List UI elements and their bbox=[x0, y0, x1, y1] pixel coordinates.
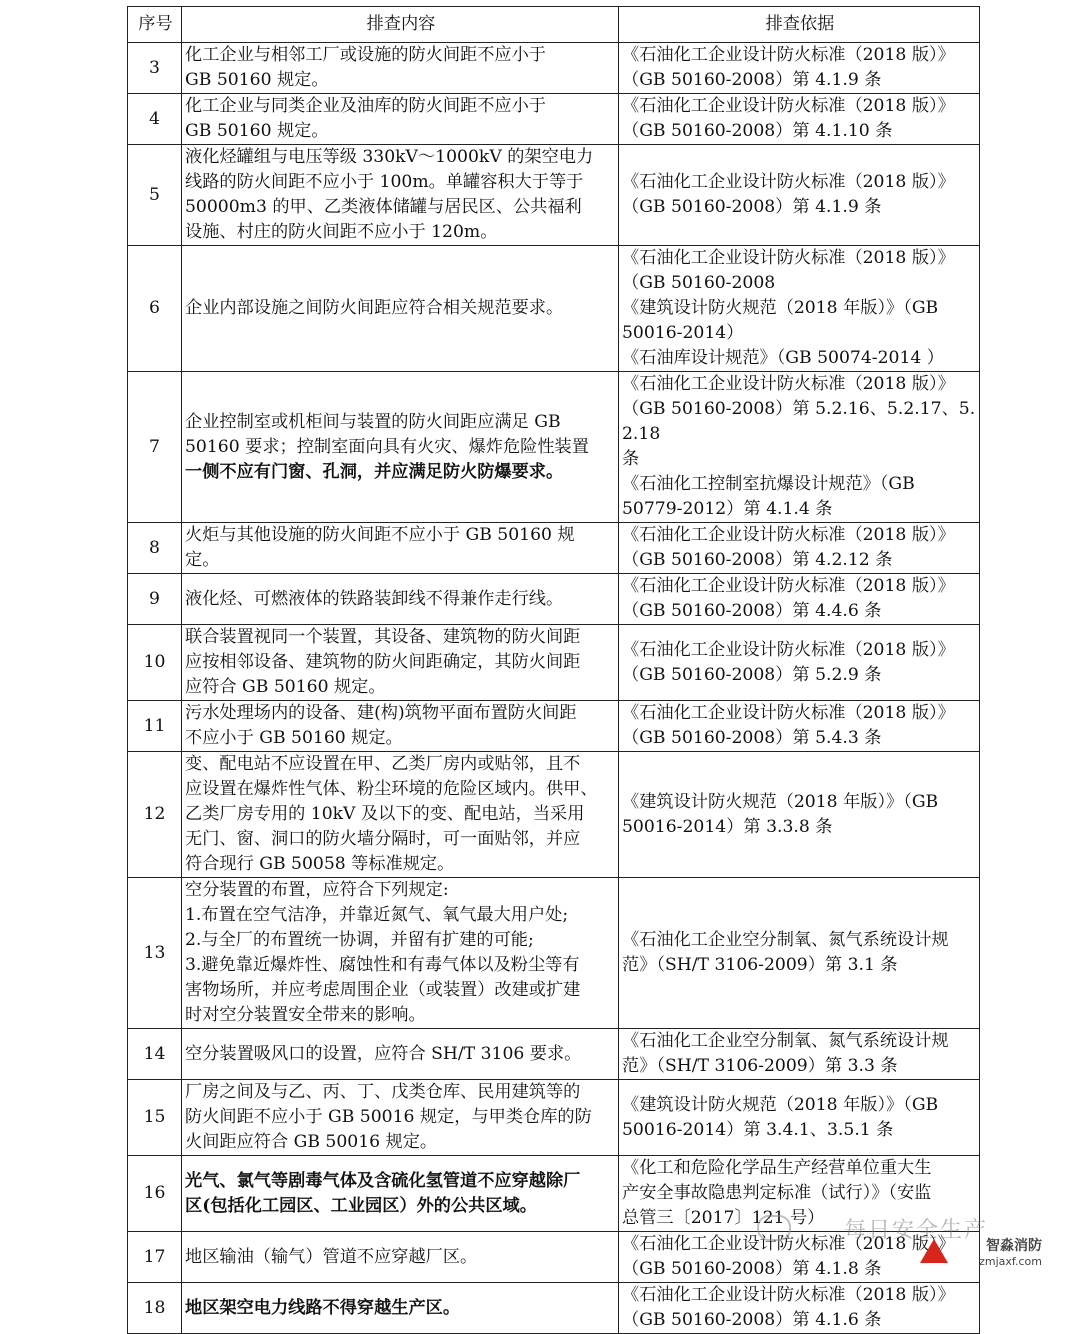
row-number: 8 bbox=[128, 523, 182, 574]
inspection-content bbox=[182, 878, 619, 1029]
basis-line: （GB 50160-2008）第 4.1.10 条 bbox=[622, 121, 893, 141]
content-line: 应按相邻设备、建筑物的防火间距确定，其防火间距 bbox=[185, 652, 581, 672]
content-line: 联合装置视同一个装置，其设备、建筑物的防火间距 bbox=[185, 627, 581, 647]
row-number: 4 bbox=[128, 94, 182, 145]
content-line: 线路的防火间距不应小于 100m。单罐容积大于等于 bbox=[185, 172, 584, 192]
content-line: 变、配电站不应设置在甲、乙类厂房内或贴邻，且不 bbox=[185, 754, 581, 774]
content-line: 空分装置吸风口的设置，应符合 SH/T 3106 要求。 bbox=[185, 1043, 582, 1064]
basis-line: 《石油库设计规范》（GB 50074-2014 ） bbox=[622, 348, 944, 368]
basis-line: 《建筑设计防火规范（2018 年版）》（GB bbox=[622, 791, 939, 812]
basis-line: 《建筑设计防火规范（2018 年版）》（GB bbox=[622, 1094, 939, 1115]
watermark bbox=[746, 1213, 1046, 1273]
content-line: 设施、村庄的防火间距不应小于 120m。 bbox=[185, 222, 498, 242]
content-line: 符合现行 GB 50058 等标准规定。 bbox=[185, 854, 455, 874]
content-line: 地区输油（输气）管道不应穿越厂区。 bbox=[185, 1246, 478, 1267]
basis-line: 《石油化工企业设计防火标准（2018 版）》 bbox=[622, 172, 955, 192]
content-line: 不应小于 GB 50160 规定。 bbox=[185, 728, 403, 748]
basis-line: （GB 50160-2008）第 4.1.8 条 bbox=[622, 1259, 882, 1279]
basis-line: 《石油化工企业设计防火标准（2018 版）》 bbox=[622, 1285, 955, 1305]
basis-line: 50779-2012）第 4.1.4 条 bbox=[622, 499, 833, 519]
basis-line: （GB 50160-2008）第 4.1.6 条 bbox=[622, 1310, 882, 1330]
brand-logo bbox=[916, 1235, 1046, 1273]
basis-line: 《石油化工企业设计防火标准（2018 版）》 bbox=[622, 374, 955, 394]
table-row bbox=[128, 1080, 980, 1156]
basis-line: 《石油化工企业空分制氧、氮气系统设计规 bbox=[622, 930, 949, 950]
basis-line: （GB 50160-2008）第 4.1.9 条 bbox=[622, 70, 882, 90]
content-line: 火间距应符合 GB 50016 规定。 bbox=[185, 1132, 438, 1152]
content-line: 定。 bbox=[185, 550, 220, 570]
content-line: 区(包括化工园区、工业园区）外的公共区域。 bbox=[185, 1195, 537, 1216]
basis-line: 产安全事故隐患判定标准（试行）》（安监 bbox=[622, 1183, 932, 1203]
content-line: 应设置在爆炸性气体、粉尘环境的危险区域内。供甲、 bbox=[185, 779, 598, 799]
content-line: 地区架空电力线路不得穿越生产区。 bbox=[185, 1297, 461, 1318]
inspection-basis bbox=[619, 145, 980, 246]
table-row bbox=[128, 43, 980, 94]
watermark-text: 每日安全生产 bbox=[843, 1218, 988, 1243]
basis-line: 总管三〔2017〕121 号） bbox=[622, 1208, 825, 1228]
basis-line: （GB 50160-2008）第 5.2.9 条 bbox=[622, 664, 882, 685]
inspection-content bbox=[182, 145, 619, 246]
basis-line: 《石油化工企业设计防火标准（2018 版）》 bbox=[622, 703, 955, 723]
content-line: 50160 要求；控制室面向具有火灾、爆炸危险性装置 bbox=[185, 436, 589, 457]
table-header-row bbox=[128, 7, 980, 43]
basis-line: 《石油化工企业设计防火标准（2018 版）》 bbox=[622, 45, 955, 65]
header-basis: 排查依据 bbox=[619, 7, 980, 43]
header-number: 序号 bbox=[128, 7, 182, 43]
basis-line: 《石油化工企业设计防火标准（2018 版）》 bbox=[622, 525, 955, 545]
row-number: 12 bbox=[128, 752, 182, 878]
basis-line: （GB 50160-2008）第 4.2.12 条 bbox=[622, 550, 893, 570]
inspection-basis bbox=[619, 574, 980, 625]
content-line: 50000m3 的甲、乙类液体储罐与居民区、公共福利 bbox=[185, 197, 582, 217]
row-number: 18 bbox=[128, 1283, 182, 1334]
table-row bbox=[128, 94, 980, 145]
inspection-content bbox=[182, 523, 619, 574]
content-line: 污水处理场内的设备、建(构)筑物平面布置防火间距 bbox=[185, 703, 577, 723]
inspection-basis bbox=[619, 43, 980, 94]
row-number: 15 bbox=[128, 1080, 182, 1156]
content-line: 厂房之间及与乙、丙、丁、戊类仓库、民用建筑等的 bbox=[185, 1082, 581, 1102]
content-line: 火炬与其他设施的防火间距不应小于 GB 50160 规 bbox=[185, 525, 575, 545]
basis-line: 范》（SH/T 3106-2009）第 3.3 条 bbox=[622, 1056, 898, 1076]
basis-line: 《石油化工企业设计防火标准（2018 版）》 bbox=[622, 639, 955, 660]
table-row bbox=[128, 625, 980, 701]
table-row bbox=[128, 752, 980, 878]
table-row bbox=[128, 246, 980, 372]
basis-line: 50016-2014） bbox=[622, 323, 744, 343]
row-number: 9 bbox=[128, 574, 182, 625]
inspection-basis bbox=[619, 246, 980, 372]
table-row bbox=[128, 145, 980, 246]
content-line: 防火间距不应小于 GB 50016 规定，与甲类仓库的防 bbox=[185, 1107, 592, 1127]
basis-line: 50016-2014）第 3.4.1、3.5.1 条 bbox=[622, 1119, 894, 1140]
row-number: 11 bbox=[128, 701, 182, 752]
table-row bbox=[128, 1029, 980, 1080]
content-line: GB 50160 规定。 bbox=[185, 70, 329, 90]
basis-line: 范》（SH/T 3106-2009）第 3.1 条 bbox=[622, 955, 898, 975]
content-line: 企业控制室或机柜间与装置的防火间距应满足 GB bbox=[185, 411, 561, 432]
basis-line: 《建筑设计防火规范（2018 年版）》（GB bbox=[622, 298, 939, 318]
row-number: 13 bbox=[128, 878, 182, 1029]
row-number: 16 bbox=[128, 1156, 182, 1232]
table-row bbox=[128, 701, 980, 752]
inspection-content bbox=[182, 701, 619, 752]
table-row bbox=[128, 372, 980, 523]
content-line: 无门、窗、洞口的防火墙分隔时，可一面贴邻，并应 bbox=[185, 829, 581, 849]
basis-line: 《石油化工企业设计防火标准（2018 版）》 bbox=[622, 248, 955, 268]
table-row bbox=[128, 523, 980, 574]
logo-name: 智淼消防 bbox=[986, 1238, 1042, 1254]
basis-line: 《石油化工控制室抗爆设计规范》（GB bbox=[622, 474, 915, 494]
basis-line: （GB 50160-2008）第 4.4.6 条 bbox=[622, 601, 882, 621]
row-number: 6 bbox=[128, 246, 182, 372]
content-line: 液化烃罐组与电压等级 330kV～1000kV 的架空电力 bbox=[185, 147, 594, 167]
inspection-basis bbox=[619, 752, 980, 878]
flame-logo-icon bbox=[920, 1239, 948, 1263]
inspection-content bbox=[182, 625, 619, 701]
inspection-basis bbox=[619, 1029, 980, 1080]
content-line: 应符合 GB 50160 规定。 bbox=[185, 677, 386, 697]
content-line: 企业内部设施之间防火间距应符合相关规范要求。 bbox=[185, 298, 564, 318]
row-number: 17 bbox=[128, 1232, 182, 1283]
inspection-basis bbox=[619, 625, 980, 701]
inspection-content bbox=[182, 94, 619, 145]
inspection-table bbox=[127, 6, 980, 1334]
inspection-basis bbox=[619, 878, 980, 1029]
basis-line: 条 bbox=[622, 449, 640, 469]
inspection-basis bbox=[619, 1080, 980, 1156]
inspection-basis bbox=[619, 1283, 980, 1334]
content-line: 时对空分装置安全带来的影响。 bbox=[185, 1005, 426, 1025]
header-content: 排查内容 bbox=[182, 7, 619, 43]
row-number: 3 bbox=[128, 43, 182, 94]
row-number: 7 bbox=[128, 372, 182, 523]
content-line: 空分装置的布置，应符合下列规定: bbox=[185, 880, 449, 900]
content-line: 化工企业与相邻工厂或设施的防火间距不应小于 bbox=[185, 45, 546, 65]
basis-line: 《石油化工企业设计防火标准（2018 版）》 bbox=[622, 96, 955, 116]
row-number: 10 bbox=[128, 625, 182, 701]
row-number: 5 bbox=[128, 145, 182, 246]
content-line: 液化烃、可燃液体的铁路装卸线不得兼作走行线。 bbox=[185, 588, 564, 609]
row-number: 14 bbox=[128, 1029, 182, 1080]
basis-line: （GB 50160-2008 bbox=[622, 273, 776, 293]
table-row bbox=[128, 574, 980, 625]
inspection-basis bbox=[619, 372, 980, 523]
inspection-basis bbox=[619, 94, 980, 145]
basis-line: 《石油化工企业空分制氧、氮气系统设计规 bbox=[622, 1031, 949, 1051]
inspection-basis bbox=[619, 701, 980, 752]
basis-line: （GB 50160-2008）第 4.1.9 条 bbox=[622, 197, 882, 217]
wechat-bubble-icon bbox=[757, 1215, 791, 1241]
content-line: 光气、氯气等剧毒气体及含硫化氢管道不应穿越除厂 bbox=[185, 1170, 581, 1191]
basis-line: 《石油化工企业设计防火标准（2018 版）》 bbox=[622, 576, 955, 596]
inspection-content bbox=[182, 1029, 619, 1080]
inspection-content bbox=[182, 1156, 619, 1232]
inspection-content bbox=[182, 1232, 619, 1283]
inspection-content bbox=[182, 574, 619, 625]
content-line: 乙类厂房专用的 10kV 及以下的变、配电站，当采用 bbox=[185, 804, 585, 824]
inspection-content bbox=[182, 1080, 619, 1156]
table-row bbox=[128, 878, 980, 1029]
content-line: 1.布置在空气洁净，并靠近氮气、氧气最大用户处; bbox=[185, 905, 569, 925]
basis-line: （GB 50160-2008）第 5.2.16、5.2.17、5.2.18 bbox=[622, 399, 976, 444]
inspection-content bbox=[182, 43, 619, 94]
table-row bbox=[128, 1283, 980, 1334]
content-line: GB 50160 规定。 bbox=[185, 121, 329, 141]
inspection-content bbox=[182, 372, 619, 523]
content-line: 2.与全厂的布置统一协调，并留有扩建的可能; bbox=[185, 930, 534, 950]
content-line: 化工企业与同类企业及油库的防火间距不应小于 bbox=[185, 96, 546, 116]
content-line: 一侧不应有门窗、孔洞，并应满足防火防爆要求。 bbox=[185, 461, 564, 482]
content-line: 3.避免靠近爆炸性、腐蚀性和有毒气体以及粉尘等有 bbox=[185, 955, 580, 975]
logo-url: zmjaxf.com bbox=[979, 1255, 1042, 1268]
inspection-content bbox=[182, 246, 619, 372]
basis-line: 50016-2014）第 3.3.8 条 bbox=[622, 816, 833, 837]
basis-line: 《石油化工企业设计防火标准（2018 版）》 bbox=[622, 1234, 955, 1254]
basis-line: （GB 50160-2008）第 5.4.3 条 bbox=[622, 728, 882, 748]
content-line: 害物场所，并应考虑周围企业（或装置）改建或扩建 bbox=[185, 980, 581, 1000]
inspection-basis bbox=[619, 523, 980, 574]
inspection-content bbox=[182, 1283, 619, 1334]
inspection-content bbox=[182, 752, 619, 878]
basis-line: 《化工和危险化学品生产经营单位重大生 bbox=[622, 1158, 932, 1178]
